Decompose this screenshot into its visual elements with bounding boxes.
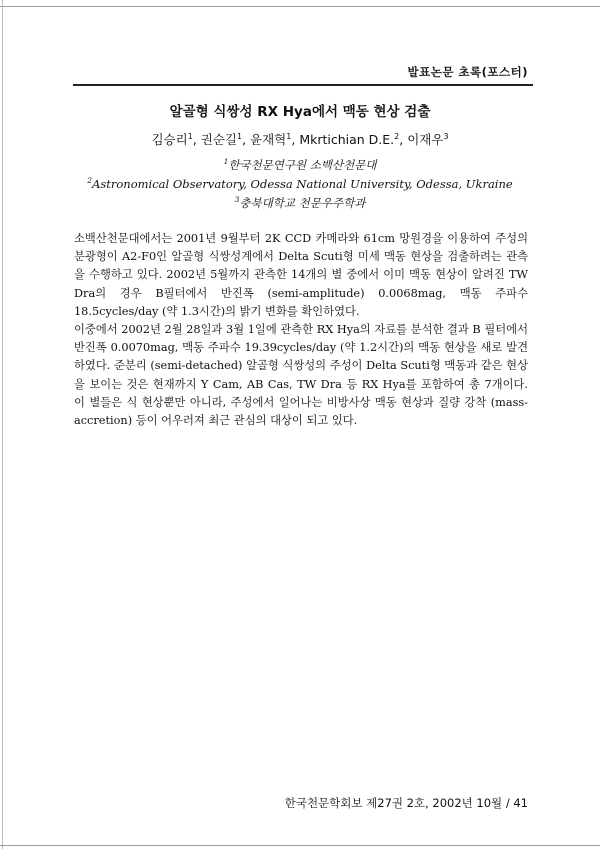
author-affiliation-mark: 3	[443, 131, 449, 141]
affiliation-2: $^2$Astronomical Observatory, Odessa National University, Odessa, Ukraine	[87, 176, 513, 191]
abstract-body	[74, 230, 528, 430]
scan-left-edge	[2, 0, 3, 849]
author-affiliation-mark: 1	[236, 131, 243, 141]
abstract-paragraph-1: 소백산천문대에서는 2001년 9월부터 2K CCD 카메라와 61cm 망원경을 이용하여 주성의 분광형이 A2-F0인 알골형 식쌍성계에서 Delta Scuti형 미세 맥동 현상을 검출하려는 관측을 수행하고 있다. 2002년 5월까지 관측한 14개의 별 중에서 이미 맥동 현상이 알려진 TW Dra의 경우 B필터에서 반진폭 (semi-amplitude) 0.0068mag, 맥동 주파수 18.5cycles/day (약 1.3시간)의 밝기 변화를 확인하였다.	[74, 232, 528, 318]
paper-title: 알골형 식쌍성 RX Hya에서 맥동 현상 검출	[169, 104, 431, 120]
page-footer: 한국천문학회보 제27권 2호, 2002년 10월 / 41	[284, 796, 528, 810]
running-head: 발표논문 초록(포스터)	[407, 65, 528, 79]
affiliation-1: $^1$한국천문연구원 소백산천문대	[223, 157, 377, 172]
author-affiliation-mark: 1	[286, 131, 292, 141]
author-affiliation-mark: 2	[394, 131, 400, 141]
affiliation-3: $^3$충북대학교 천문우주학과	[234, 195, 366, 210]
author-name: 김승리	[151, 132, 188, 147]
author-name: 윤재혁	[250, 132, 287, 147]
author-name: Mkrtichian D.E.	[299, 132, 395, 147]
author-name: 이재우	[407, 132, 444, 147]
scan-bottom-edge	[0, 845, 600, 846]
header-rule	[73, 84, 533, 86]
scan-top-edge	[0, 0, 600, 7]
author-affiliation-mark: 1	[187, 131, 193, 141]
abstract-paragraph-2: 이중에서 2002년 2월 28일과 3월 1일에 관측한 RX Hya의 자료를 분석한 결과 B 필터에서 반진폭 0.0070mag, 맥동 주파수 19.39cycles/day (약 1.2시간)의 맥동 현상을 새로 발견하였다. 준분리 (semi-detached) 알골형 식쌍성의 주성이 Delta Scuti형 맥동과 같은 현상을 보이는 것은 현재까지 Y Cam, AB Cas, TW Dra 등 RX Hya를 포함하여 총 7개이다. 이 별들은 식 현상뿐만 아니라, 주성에서 일어나는 비방사상 맥동 현상과 질량 강착 (mass-accretion) 등이 어우러져 최근 관심의 대상이 되고 있다.	[74, 323, 528, 428]
author-list: 김승리$^1$, 권순길$^1$, 윤재혁$^1$, Mkrtichian D.E.$^2$, 이재우$^3$	[151, 131, 449, 147]
author-name: 권순길	[200, 132, 237, 147]
